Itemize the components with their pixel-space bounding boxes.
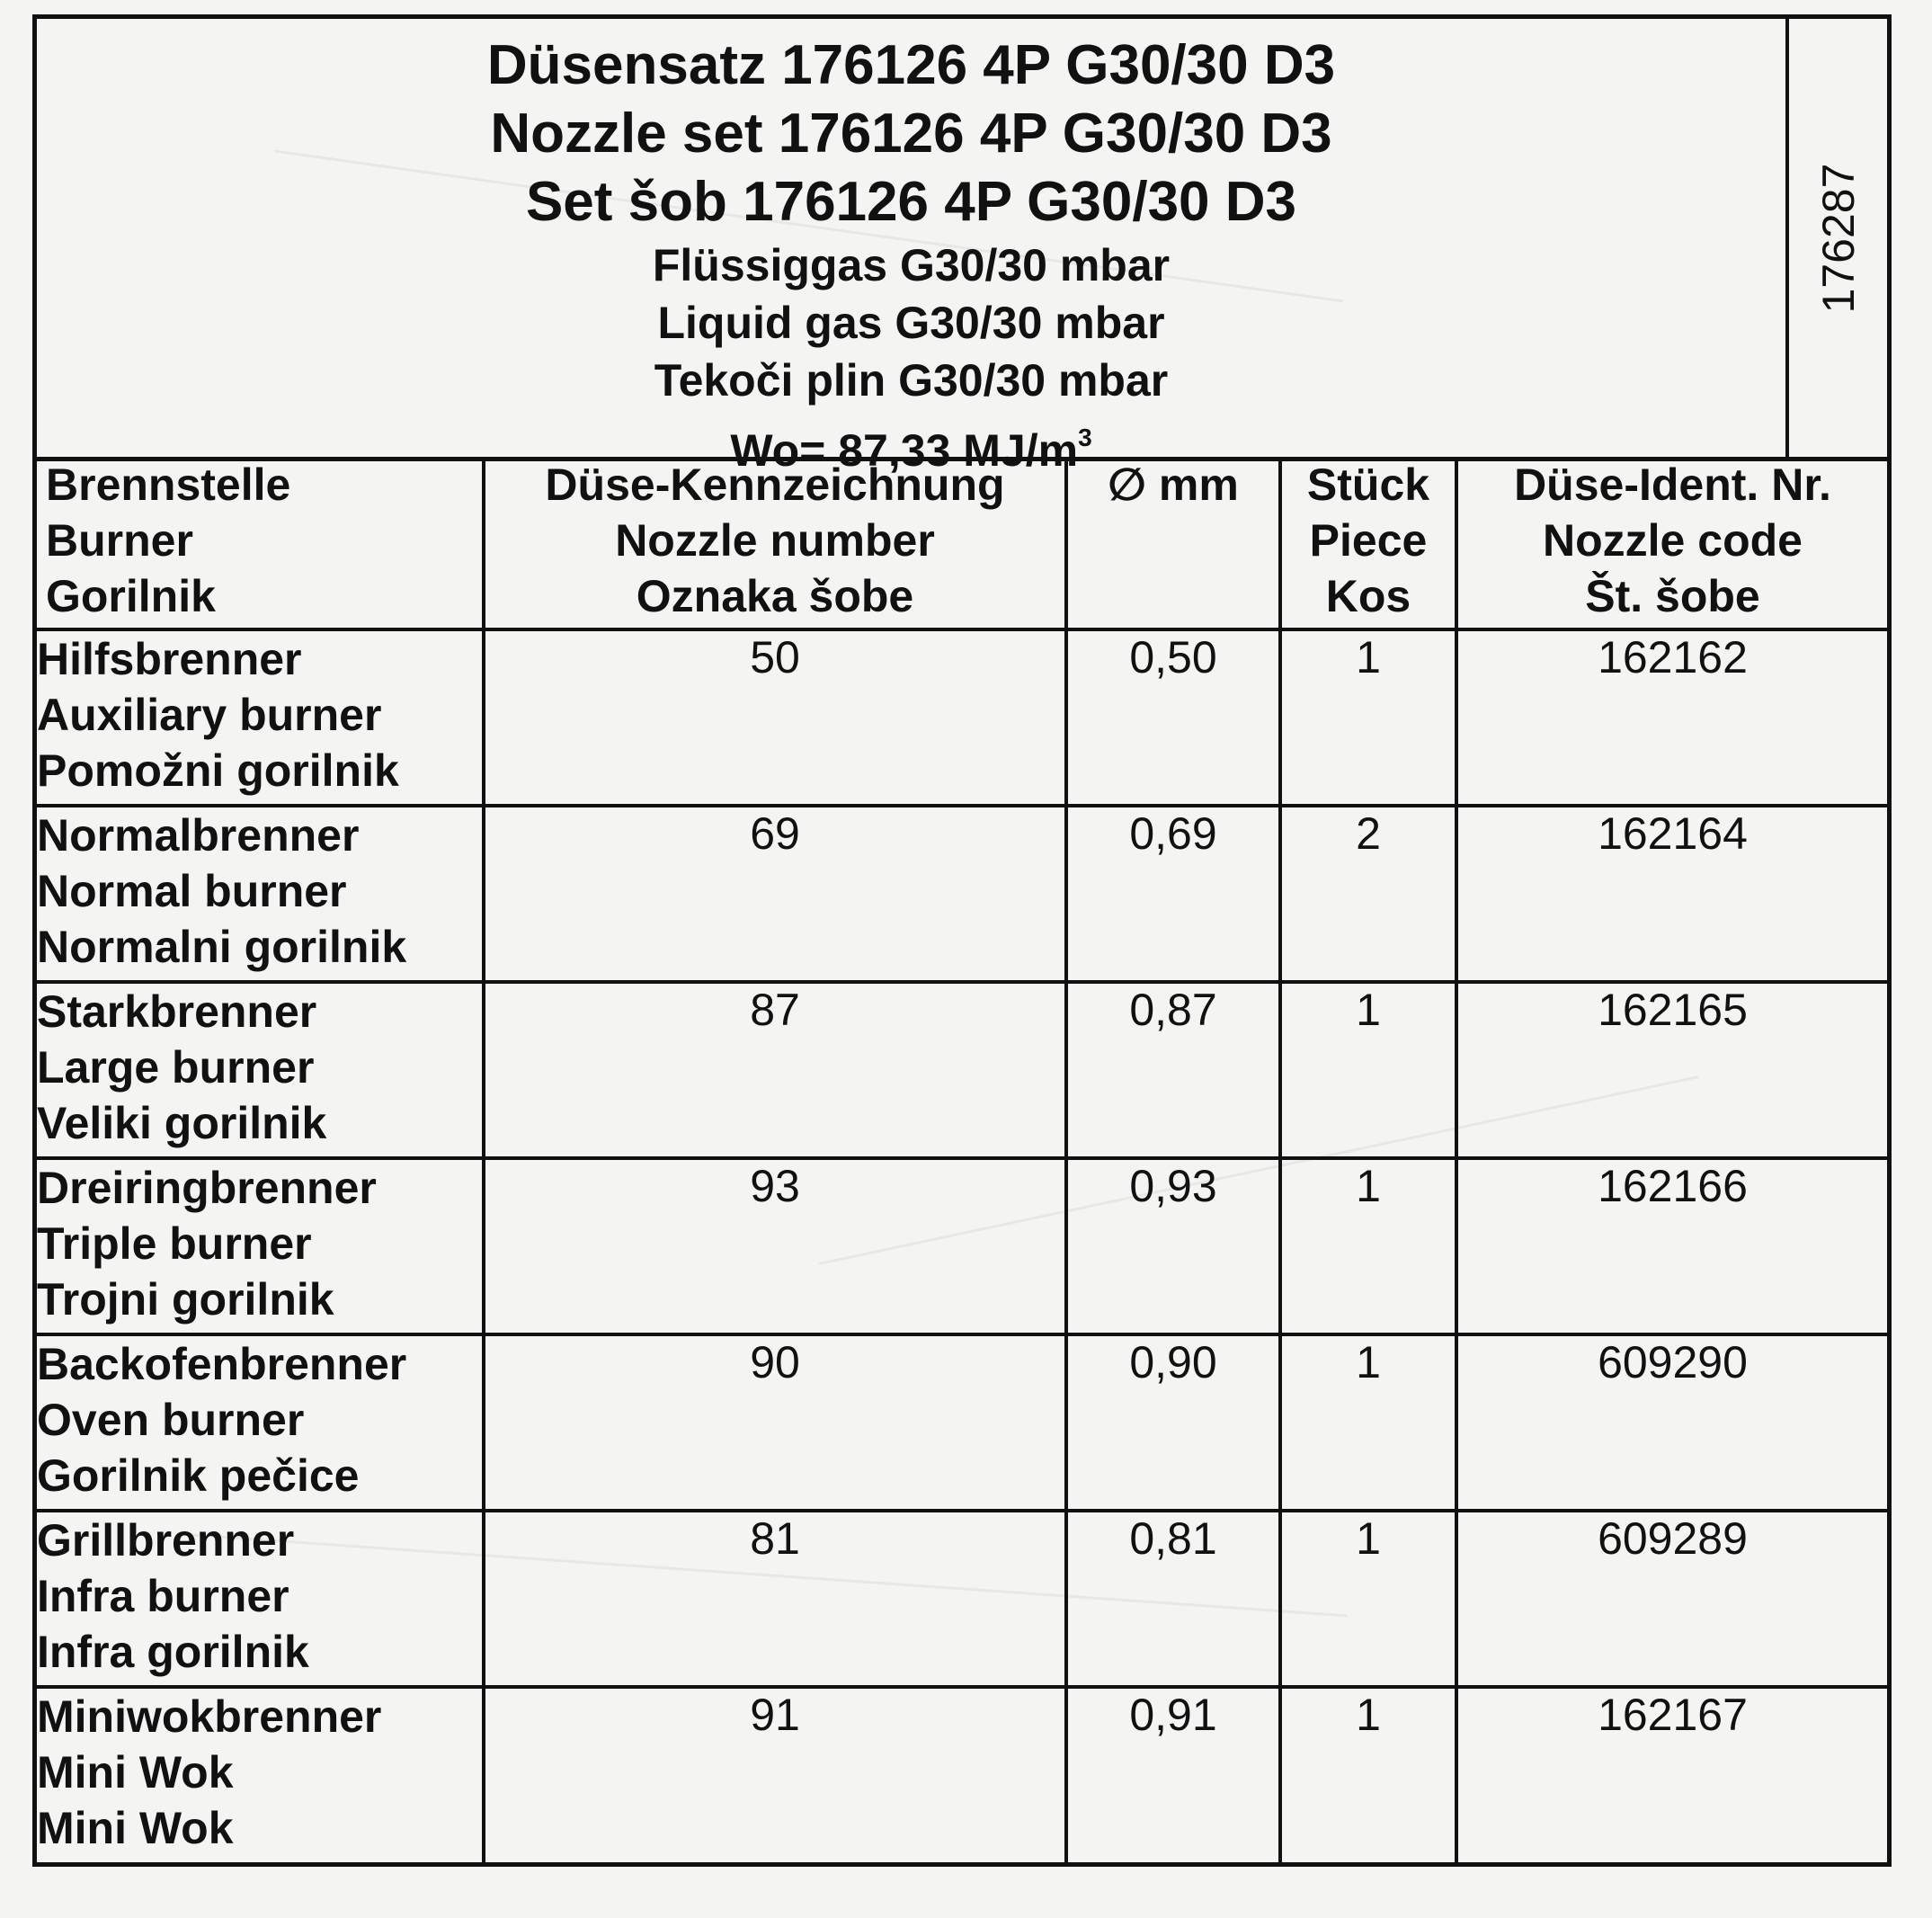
nozzle-code-cell: 162162 [1456,629,1887,806]
pieces-cell: 1 [1280,1158,1456,1334]
burner-name-cell [37,806,484,982]
column-header-line: Stück [1306,459,1430,510]
table-row [37,1334,1887,1511]
burner-name-sl: Mini Wok [37,1803,234,1853]
gas-line-en: Liquid gas G30/30 mbar [657,298,1165,348]
pieces-cell: 1 [1280,982,1456,1158]
nozzle-number-cell: 81 [484,1511,1066,1687]
wobbe-index-exponent: 3 [1078,424,1092,451]
diameter-cell: 0,81 [1066,1511,1280,1687]
burner-name-cell [37,1158,484,1334]
burner-name-cell [37,629,484,806]
nozzle-number-cell: 90 [484,1334,1066,1511]
column-header-line: Oznaka šobe [636,571,914,621]
table-row [37,982,1887,1158]
diameter-cell: 0,87 [1066,982,1280,1158]
burner-name-en: Normal burner [37,866,347,916]
column-header-pieces [1280,457,1456,629]
pieces-cell: 1 [1280,1334,1456,1511]
column-header-line: Piece [1309,515,1428,566]
header-side-box [1785,19,1887,457]
burner-name-sl: Veliki gorilnik [37,1098,327,1148]
burner-name-de: Grillbrenner [37,1515,295,1566]
burner-name-sl: Trojni gorilnik [37,1274,334,1325]
diameter-cell: 0,93 [1066,1158,1280,1334]
header-title-block [37,19,1785,476]
title-line-de: Düsensatz 176126 4P G30/30 D3 [486,34,1336,96]
nozzle-number-cell: 91 [484,1687,1066,1862]
column-header-line: Nozzle code [1543,515,1803,566]
column-header-line: Brennstelle [46,459,291,510]
column-header-line: Burner [46,515,193,566]
nozzle-code-cell: 162164 [1456,806,1887,982]
table-row [37,1511,1887,1687]
burner-name-en: Large burner [37,1042,315,1093]
table-row [37,629,1887,806]
column-header-line: Gorilnik [46,571,216,621]
gas-line-sl: Tekoči plin G30/30 mbar [654,355,1169,406]
burner-name-en: Mini Wok [37,1747,234,1798]
column-header-line: Nozzle number [615,515,935,566]
nozzle-code-cell: 609290 [1456,1334,1887,1511]
burner-name-sl: Gorilnik pečice [37,1450,360,1501]
burner-name-cell [37,1687,484,1862]
nozzle-code-cell: 162165 [1456,982,1887,1158]
column-header-burner [37,457,484,629]
burner-name-cell [37,1511,484,1687]
column-header-diameter [1066,457,1280,629]
nozzle-code-cell: 609289 [1456,1511,1887,1687]
title-line-sl: Set šob 176126 4P G30/30 D3 [525,171,1297,233]
label-header [37,19,1887,476]
table-row [37,1158,1887,1334]
column-header-line: ∅ mm [1108,459,1239,510]
burner-name-de: Hilfsbrenner [37,634,302,684]
pieces-cell: 1 [1280,1687,1456,1862]
burner-name-de: Starkbrenner [37,986,317,1037]
pieces-cell: 2 [1280,806,1456,982]
nozzle-code-cell: 162166 [1456,1158,1887,1334]
diameter-cell: 0,69 [1066,806,1280,982]
table-row [37,806,1887,982]
column-header-line: Kos [1325,571,1411,621]
pieces-cell: 1 [1280,1511,1456,1687]
burner-name-de: Normalbrenner [37,810,360,861]
burner-name-de: Dreiringbrenner [37,1163,377,1213]
burner-name-en: Triple burner [37,1218,312,1269]
table-row [37,1687,1887,1862]
burner-name-cell [37,982,484,1158]
side-article-code: 176287 [1812,163,1864,313]
nozzle-number-cell: 87 [484,982,1066,1158]
burner-name-de: Backofenbrenner [37,1339,407,1389]
diameter-cell: 0,90 [1066,1334,1280,1511]
burner-name-sl: Normalni gorilnik [37,922,407,972]
nozzle-number-cell: 93 [484,1158,1066,1334]
burner-name-en: Auxiliary burner [37,690,382,740]
burner-name-de: Miniwokbrenner [37,1691,382,1742]
nozzle-number-cell: 50 [484,629,1066,806]
burner-name-en: Oven burner [37,1395,305,1445]
pieces-cell: 1 [1280,629,1456,806]
column-header-nozzle-code [1456,457,1887,629]
burner-name-sl: Pomožni gorilnik [37,745,399,796]
diameter-cell: 0,91 [1066,1687,1280,1862]
nozzle-table [37,457,1887,1862]
nozzle-number-cell: 69 [484,806,1066,982]
wobbe-index-text: Wo= 87,33 MJ/m [730,425,1079,476]
column-header-line: Düse-Kennzeichnung [545,459,1005,510]
column-header-line: Št. šobe [1585,571,1760,621]
table-header-row [37,457,1887,629]
diameter-cell: 0,50 [1066,629,1280,806]
burner-name-en: Infra burner [37,1571,289,1621]
nozzle-set-label [32,14,1892,1867]
column-header-nozzle-number [484,457,1066,629]
burner-name-sl: Infra gorilnik [37,1627,309,1677]
gas-line-de: Flüssiggas G30/30 mbar [652,240,1171,290]
column-header-line: Düse-Ident. Nr. [1514,459,1831,510]
burner-name-cell [37,1334,484,1511]
nozzle-code-cell: 162167 [1456,1687,1887,1862]
title-line-en: Nozzle set 176126 4P G30/30 D3 [490,103,1332,165]
